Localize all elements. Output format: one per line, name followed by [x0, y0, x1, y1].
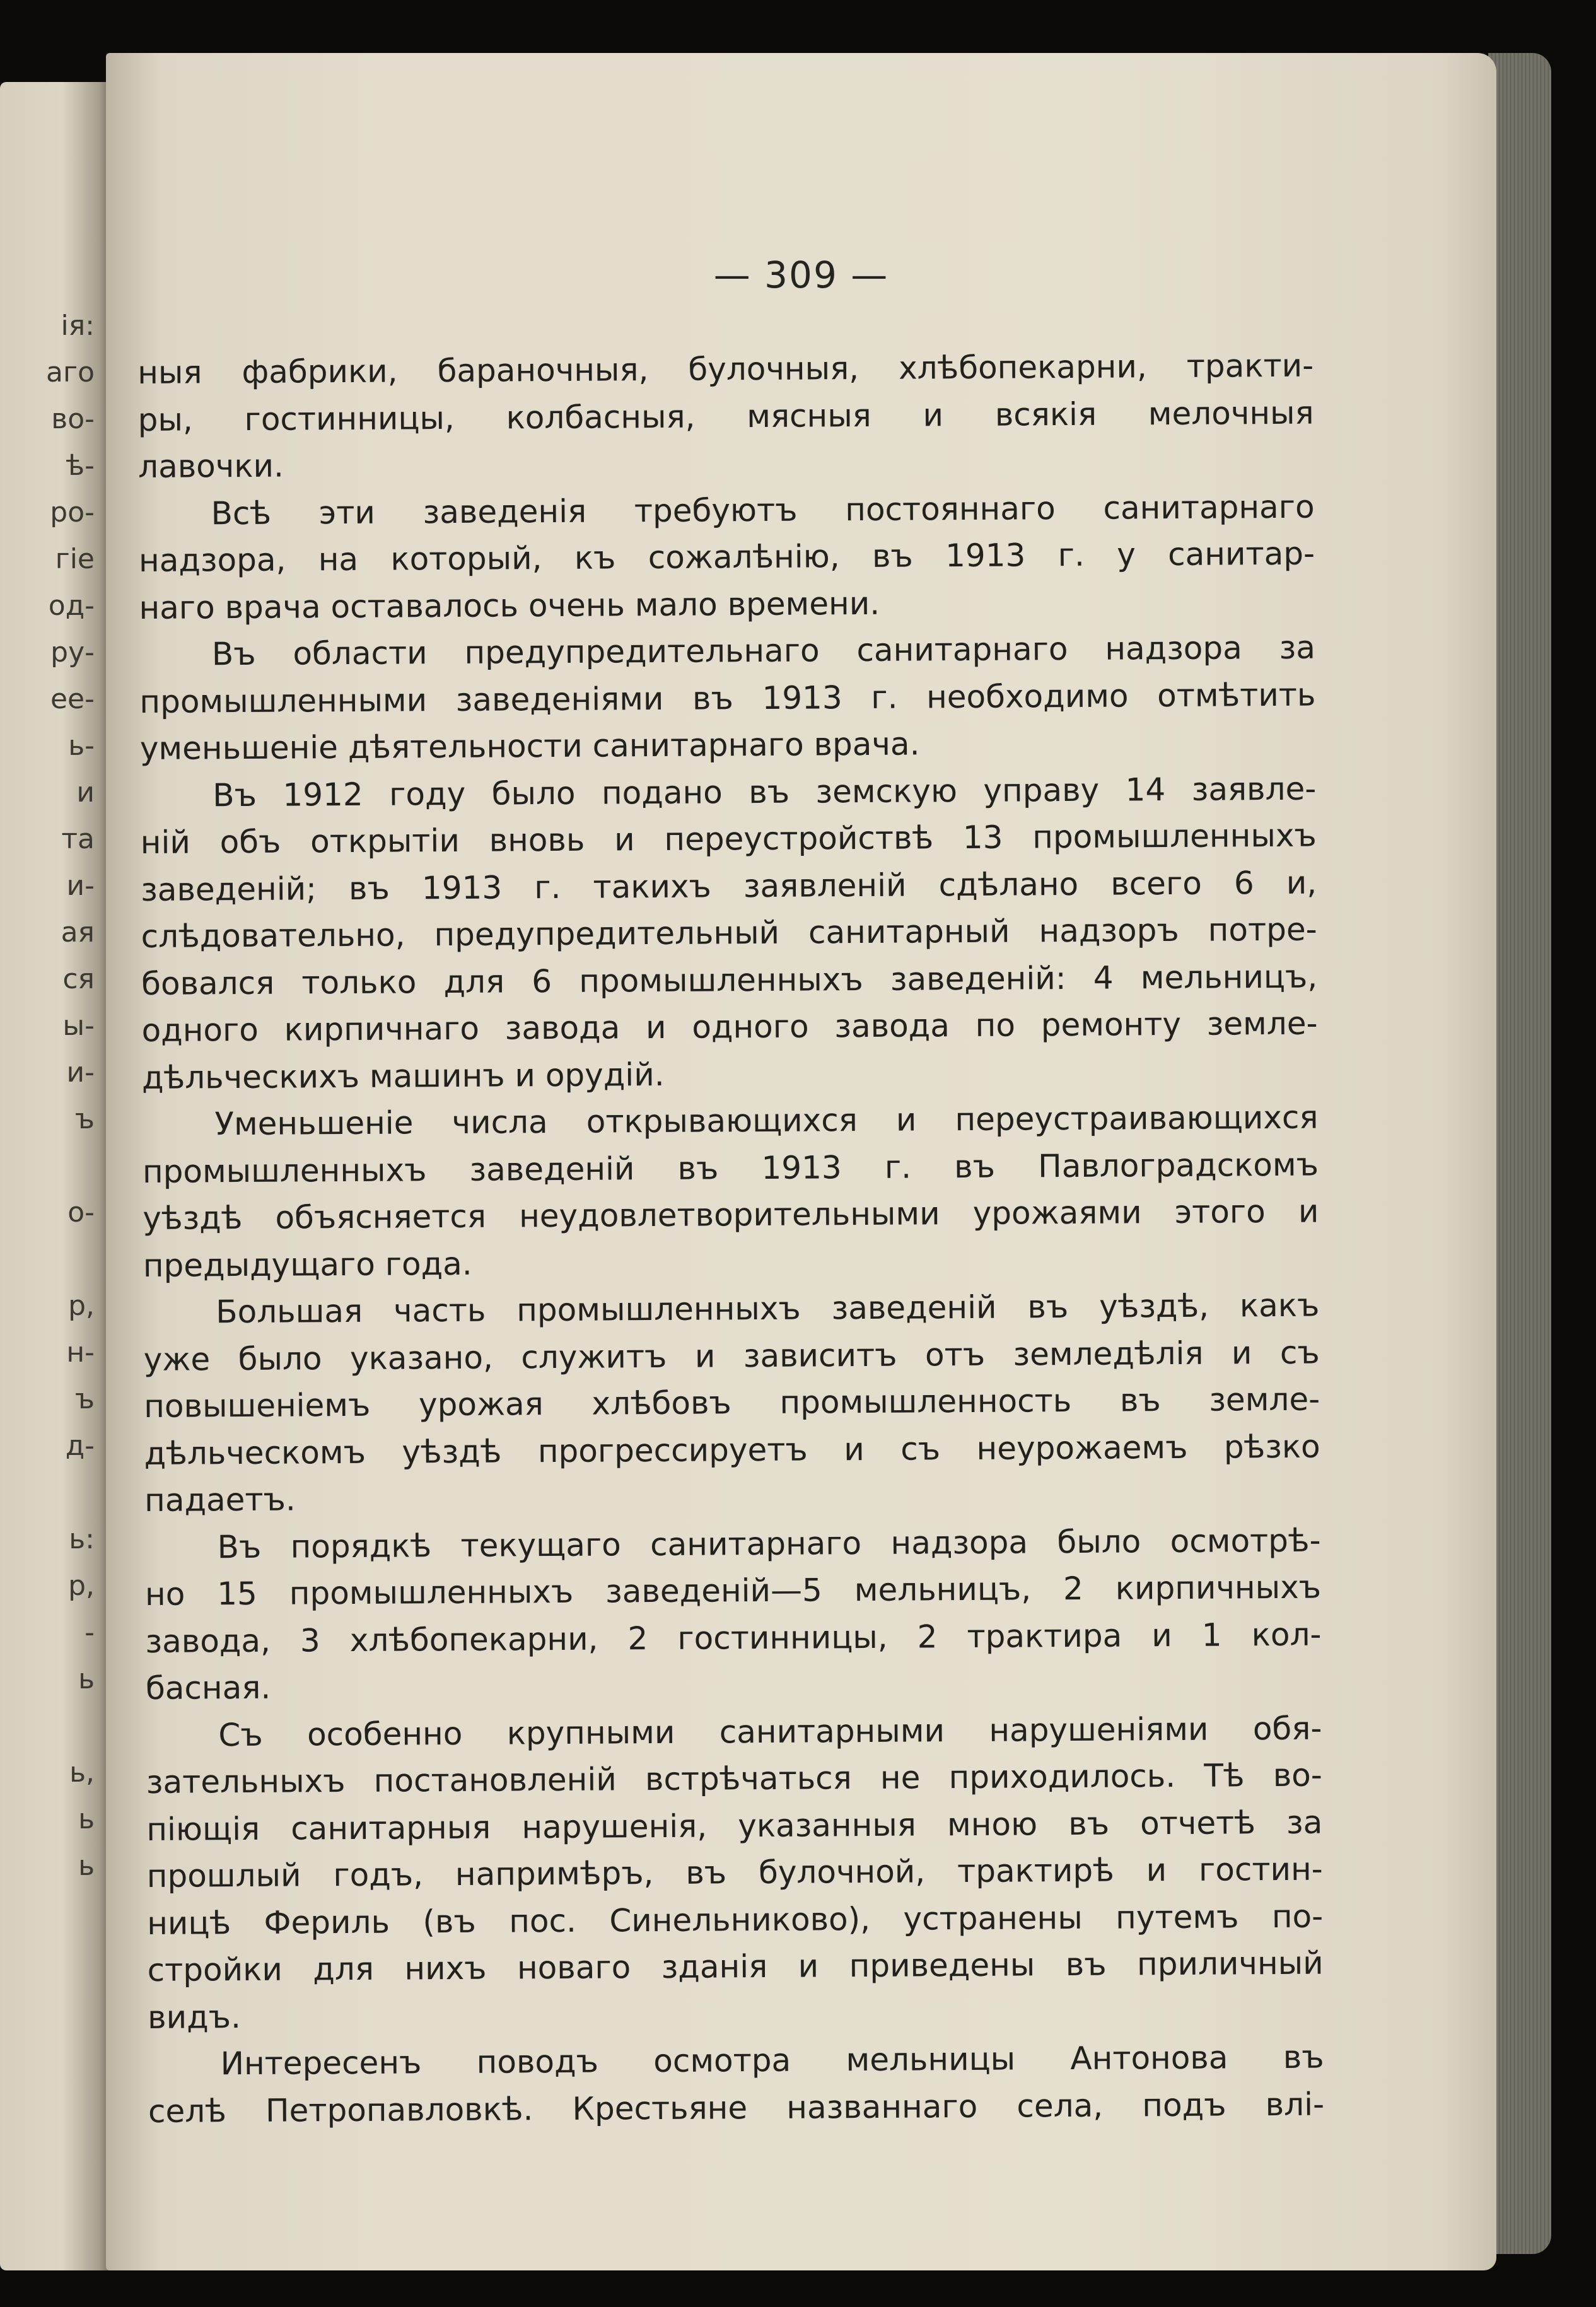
- facing-page-text: [0, 303, 95, 1889]
- facing-line: -: [84, 1616, 95, 1649]
- facing-line: ъ: [74, 1383, 95, 1415]
- facing-line: р,: [68, 1570, 95, 1602]
- text-line: Въ области предупредительнаго санитарнаго надзора за: [211, 629, 1316, 673]
- text-line: уже было указано, служитъ и зависитъ отъ земледѣлія и съ: [143, 1334, 1320, 1378]
- facing-line: д-: [65, 1430, 95, 1462]
- facing-line: од-: [48, 590, 95, 622]
- facing-line: ь,: [69, 1756, 95, 1789]
- facing-line: р,: [68, 1290, 95, 1322]
- text-line: одного кирпичнаго завода и одного завода по ремонту земле-: [141, 1005, 1318, 1049]
- facing-line: [0, 1143, 95, 1189]
- facing-line: аго: [46, 356, 95, 388]
- text-line: дѣльческихъ машинъ и орудій.: [141, 1056, 665, 1096]
- text-line: завода, 3 хлѣбопекарни, 2 гостинницы, 2 трактира и 1 кол-: [145, 1616, 1322, 1660]
- facing-line: о-: [67, 1196, 95, 1229]
- text-line: ницѣ Фериль (въ пос. Синельниково), устранены путемъ по-: [147, 1898, 1324, 1942]
- facing-line: ро-: [50, 496, 95, 529]
- facing-line: ь: [78, 1803, 95, 1835]
- text-line: надзора, на который, къ сожалѣнію, въ 1913 г. у санитар-: [138, 535, 1315, 579]
- text-line: повышеніемъ урожая хлѣбовъ промышленность въ земле-: [144, 1381, 1320, 1425]
- text-line: слѣдовательно, предупредительный санитарный надзоръ потре-: [141, 911, 1317, 955]
- text-line: заведеній; въ 1913 г. такихъ заявленій сдѣлано всего 6 и,: [141, 864, 1317, 908]
- facing-line: ся: [62, 963, 95, 995]
- facing-line: и-: [66, 1056, 95, 1089]
- text-line: лавочки.: [137, 447, 284, 485]
- text-line: селѣ Петропавловкѣ. Крестьяне названнаго села, подъ влі-: [148, 2086, 1325, 2130]
- text-line: Большая часть промышленныхъ заведеній въ уѣздѣ, какъ: [216, 1287, 1320, 1331]
- facing-line: [0, 1236, 95, 1283]
- facing-line: [0, 1703, 95, 1749]
- facing-line: ая: [61, 916, 95, 949]
- facing-line: ру-: [50, 636, 95, 669]
- text-line: Въ 1912 году было подано въ земскую управу 14 заявле-: [213, 770, 1317, 814]
- text-line: Всѣ эти заведенія требуютъ постояннаго санитарнаго: [211, 488, 1315, 532]
- facing-line: н-: [66, 1336, 95, 1369]
- facing-line: ія:: [61, 310, 95, 342]
- facing-line: ее-: [50, 683, 95, 715]
- text-line: ній объ открытіи вновь и переустройствѣ 13 промышленныхъ: [140, 817, 1317, 861]
- facing-line: та: [61, 823, 95, 855]
- facing-line: во-: [51, 403, 95, 435]
- text-line: но 15 промышленныхъ заведеній—5 мельницъ, 2 кирпичныхъ: [144, 1568, 1322, 1613]
- text-line: Въ порядкѣ текущаго санитарнаго надзора было осмотрѣ-: [217, 1522, 1321, 1565]
- facing-line: ь-: [68, 730, 95, 762]
- text-line: басная.: [145, 1669, 271, 1707]
- text-line: промышленныхъ заведеній въ 1913 г. въ Павлоградскомъ: [142, 1146, 1319, 1190]
- text-line: піющія санитарныя нарушенія, указанныя мною въ отчетѣ за: [146, 1804, 1323, 1848]
- text-line: наго врача оставалось очень мало времени.: [139, 585, 880, 626]
- text-line: Интересенъ поводъ осмотра мельницы Антонова въ: [220, 2038, 1324, 2082]
- text-line: промышленными заведеніями въ 1913 г. необходимо отмѣтить: [139, 676, 1316, 720]
- text-line: зательныхъ постановленій встрѣчаться не приходилось. Тѣ во-: [146, 1756, 1323, 1801]
- text-line: Съ особенно крупными санитарными нарушеніями обя-: [218, 1710, 1322, 1753]
- facing-line: ѣ-: [66, 450, 95, 482]
- facing-line: и-: [66, 870, 95, 902]
- page-number: — 309 —: [713, 254, 889, 296]
- page-block-edge: [1488, 53, 1551, 2254]
- facing-line: ь:: [69, 1523, 95, 1555]
- text-line: уѣздѣ объясняется неудовлетворительными урожаями этого и: [143, 1193, 1319, 1237]
- text-line: падаетъ.: [144, 1481, 296, 1519]
- text-line: ныя фабрики, бараночныя, булочныя, хлѣбопекарни, тракти-: [137, 347, 1314, 391]
- page-body: [137, 342, 1324, 2135]
- text-line: бовался только для 6 промышленныхъ заведеній: 4 мельницъ,: [141, 958, 1318, 1002]
- facing-line: и: [76, 776, 95, 809]
- facing-line: гіе: [55, 543, 95, 575]
- text-line: ры, гостинницы, колбасныя, мясныя и всякія мелочныя: [137, 394, 1314, 438]
- facing-page: [0, 82, 112, 2270]
- book-page: [106, 53, 1496, 2270]
- facing-line: ь: [78, 1663, 95, 1695]
- text-line: дѣльческомъ уѣздѣ прогрессируетъ и съ неурожаемъ рѣзко: [144, 1428, 1320, 1472]
- facing-line: ъ: [74, 1103, 95, 1135]
- facing-line: ь: [78, 1850, 95, 1882]
- text-line: Уменьшеніе числа открывающихся и переустраивающихся: [214, 1099, 1319, 1143]
- text-line: стройки для нихъ новаго зданія и приведены въ приличный: [147, 1944, 1324, 1989]
- text-line: предыдущаго года.: [143, 1245, 472, 1284]
- facing-line: [0, 1469, 95, 1516]
- text-line: видъ.: [147, 1998, 242, 2036]
- facing-line: ы-: [62, 1010, 95, 1042]
- text-line: прошлый годъ, напримѣръ, въ булочной, трактирѣ и гостин-: [146, 1850, 1323, 1895]
- text-line: уменьшеніе дѣятельности санитарнаго врача.: [139, 725, 920, 767]
